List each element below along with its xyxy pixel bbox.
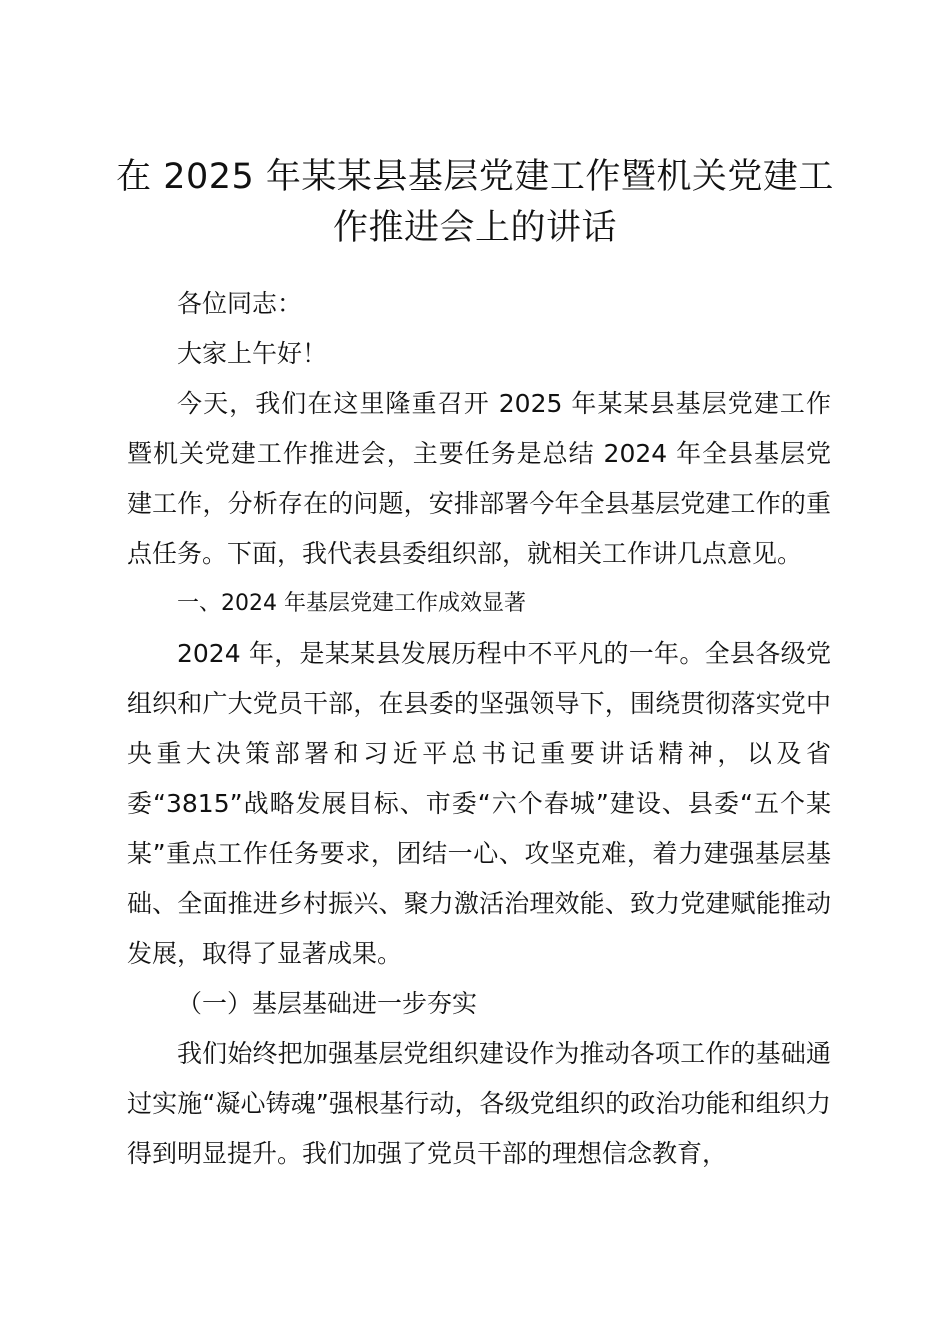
body-paragraph: 今天，我们在这里隆重召开 2025 年某某县基层党建工作暨机关党建工作推进会，主要任务是总结 2024 年全县基层党建工作，分析存在的问题，安排部署今年全县基层党建工作的重点任务。下面，我代表县委组织部，就相关工作讲几点意见。 [127, 389, 831, 568]
body-paragraph: 我们始终把加强基层党组织建设作为推动各项工作的基础通过实施“凝心铸魂”强根基行动，各级党组织的政治功能和组织力得到明显提升。我们加强了党员干部的理想信念教育， [127, 1039, 831, 1168]
document-body [127, 279, 831, 1179]
greeting: 大家上午好！ [177, 339, 328, 368]
body-paragraph: 2024 年，是某某县发展历程中不平凡的一年。全县各级党组织和广大党员干部，在县委的坚强领导下，围绕贯彻落实党中央重大决策部署和习近平总书记重要讲话精神，以及省委“3815”战略发展目标、市委“六个春城”建设、县委“五个某某”重点工作任务要求，团结一心、攻坚克难，着力建强基层基础、全面推进乡村振兴、聚力激活治理效能、致力党建赋能推动发展，取得了显著成果。 [127, 639, 831, 968]
salutation: 各位同志： [177, 289, 303, 318]
subsection-heading: （一）基层基础进一步夯实 [177, 989, 478, 1018]
section-heading: 一、2024 年基层党建工作成效显著 [177, 591, 526, 616]
document-title: 在 2025 年某某县基层党建工作暨机关党建工作推进会上的讲话 [116, 157, 834, 248]
